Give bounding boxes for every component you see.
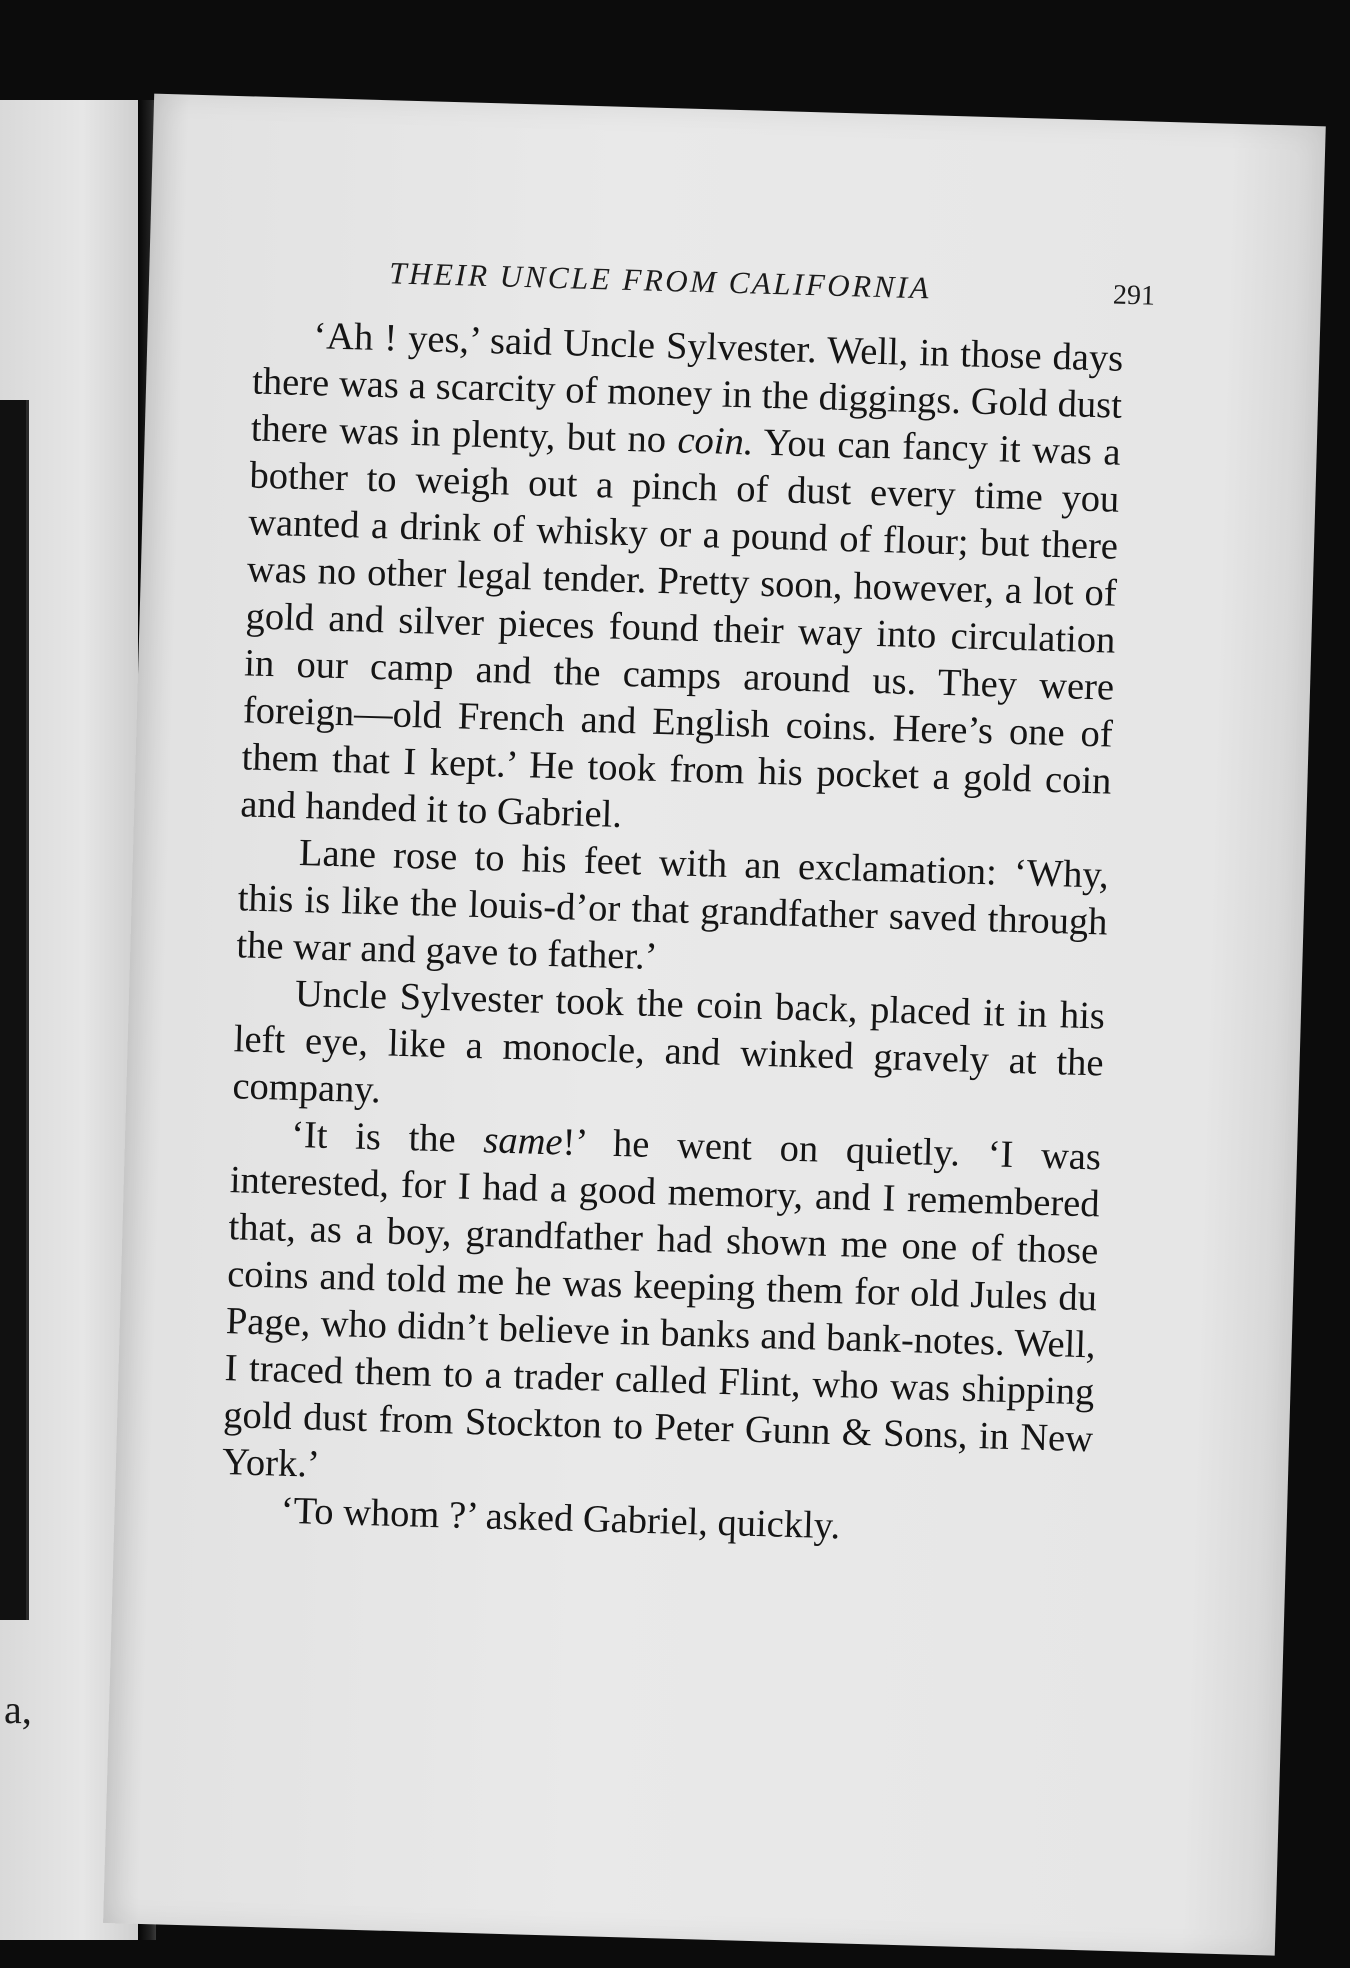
paragraph (232, 969, 1106, 1134)
page-header (389, 255, 1190, 317)
previous-page-plate (0, 400, 29, 1620)
previous-page-text-fragment: a, (4, 1687, 32, 1732)
text-run: ‘Ah ! yes,’ said Uncle Sylvester. Well, in those days there was a scarcity of money in the diggings. Gold dust there was in plenty, but no (250, 315, 1124, 462)
body-text (220, 312, 1124, 1558)
text-run: Uncle Sylvester took the coin back, placed it in his left eye, like a monocle, and winked gravely at the company. (231, 972, 1106, 1112)
paragraph (236, 828, 1110, 993)
running-head: THEIR UNCLE FROM CALIFORNIA (388, 255, 932, 306)
text-run: !’ he went on quietly. ‘I was interested, for I had a good memory, and I remembered that, as a boy, grandfather had shown me one of those coins and told me he was keeping them for old Jules du Page, who didn’t believe in banks and bank-notes. Well, I traced them to a trader called Flint, who was shipping gold dust from Stockton to Peter Gunn & Sons, in New York.’ (221, 1121, 1102, 1486)
page-number: 291 (1112, 279, 1156, 312)
italic-run: coin. (676, 419, 755, 464)
paragraph (240, 312, 1124, 853)
text-run: ‘To whom ?’ asked Gabriel, quickly. (280, 1489, 841, 1548)
text-run: ‘It is the (290, 1113, 485, 1162)
book-page (103, 94, 1326, 1956)
paragraph (221, 1110, 1101, 1510)
text-run: You can fancy it was a bother to weigh out a pinch of dust every time you wanted a drink of whisky or a pound of flour; but there was no other legal tender. Pretty soon, however, a lot of gold and silver pieces found their way into circulation in our camp and the camps around us. They were foreign—old French and English coins. Here’s one of them that I kept.’ He took from his pocket a gold coin and handed it to Gabriel. (239, 421, 1122, 836)
italic-run: same (482, 1119, 564, 1164)
text-run: Lane rose to his feet with an exclamation: ‘Why, this is like the louis-d’or that grandfather saved through the war and gave to father.’ (235, 831, 1110, 979)
